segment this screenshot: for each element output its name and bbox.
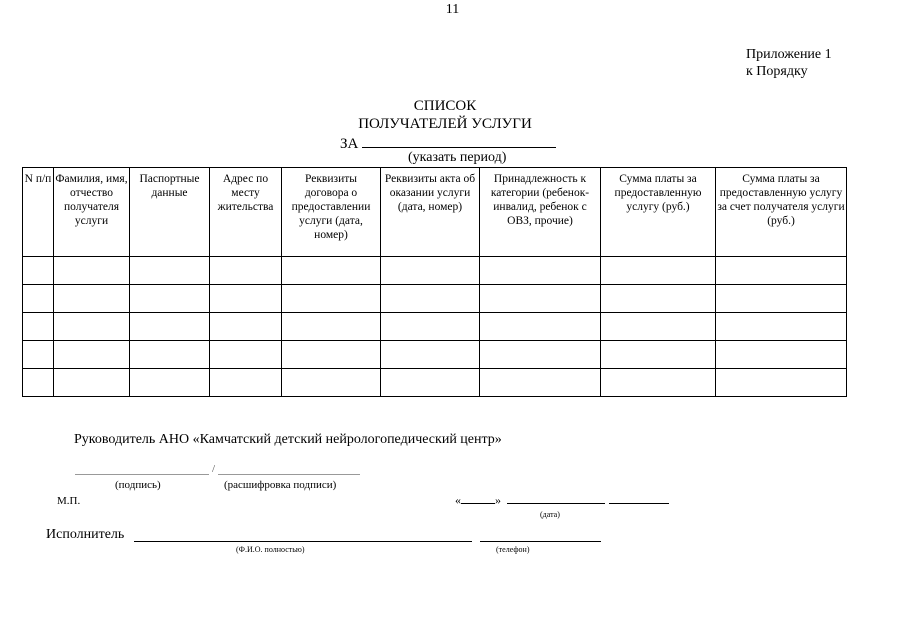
date-close-quote: » [495, 493, 501, 507]
executor-phone-line [480, 541, 601, 542]
table-cell [480, 257, 601, 285]
signature-caption: (подпись) [115, 479, 161, 491]
date-month-blank [507, 493, 605, 504]
date-open-quote: « [455, 493, 461, 507]
table-cell [381, 285, 480, 313]
table-cell [716, 369, 847, 397]
table-cell [716, 257, 847, 285]
table-cell [381, 313, 480, 341]
table-cell [282, 341, 381, 369]
appendix-line-1: Приложение 1 [746, 47, 832, 62]
table-cell [130, 341, 210, 369]
table-cell [480, 285, 601, 313]
page-number: 11 [445, 2, 460, 17]
column-header: Принадлежность к категории (ребенок-инвалид, ребенок с ОВЗ, прочие) [480, 168, 601, 257]
head-signatory-line: Руководитель АНО «Камчатский детский нейрологопедический центр» [74, 432, 502, 447]
table-cell [601, 341, 716, 369]
table-body [23, 257, 847, 397]
table-cell [210, 369, 282, 397]
column-header: N п/п [23, 168, 54, 257]
table-cell [210, 257, 282, 285]
table-cell [23, 313, 54, 341]
table-cell [480, 369, 601, 397]
table-cell [381, 341, 480, 369]
table-row [23, 369, 847, 397]
period-label: ЗА [340, 136, 359, 152]
recipients-table [22, 167, 847, 397]
table-cell [54, 257, 130, 285]
table-cell [601, 257, 716, 285]
table-cell [210, 341, 282, 369]
period-blank [362, 133, 556, 148]
table-cell [480, 341, 601, 369]
table-cell [601, 369, 716, 397]
table-cell [54, 369, 130, 397]
column-header: Реквизиты акта об оказании услуги (дата, номер) [381, 168, 480, 257]
signature-decode-line [218, 474, 360, 475]
column-header: Паспортные данные [130, 168, 210, 257]
table-row [23, 341, 847, 369]
document-title: СПИСОК [413, 98, 477, 114]
signature-line [75, 474, 209, 475]
signature-slash: / [212, 463, 216, 475]
executor-name-line [134, 541, 472, 542]
table-cell [716, 285, 847, 313]
table-row [23, 257, 847, 285]
appendix-line-2: к Порядку [746, 64, 808, 79]
table-cell [601, 285, 716, 313]
column-header: Реквизиты договора о предоставлении услуги (дата, номер) [282, 168, 381, 257]
table-cell [23, 257, 54, 285]
table-cell [23, 285, 54, 313]
document-subtitle: ПОЛУЧАТЕЛЕЙ УСЛУГИ [358, 116, 532, 132]
column-header: Сумма платы за предоставленную услугу за счет получателя услуги (руб.) [716, 168, 847, 257]
table-cell [716, 341, 847, 369]
table-cell [130, 313, 210, 341]
table-cell [601, 313, 716, 341]
table-row [23, 313, 847, 341]
table-cell [130, 257, 210, 285]
executor-name-caption: (Ф.И.О. полностью) [236, 545, 305, 554]
column-header: Адрес по месту жительства [210, 168, 282, 257]
table-cell [716, 313, 847, 341]
table-cell [130, 285, 210, 313]
table-cell [23, 341, 54, 369]
date-year-blank [609, 493, 669, 504]
appendix-reference [746, 46, 832, 80]
executor-label: Исполнитель [46, 527, 125, 542]
stamp-place: М.П. [57, 495, 81, 507]
table-cell [282, 369, 381, 397]
table-cell [210, 313, 282, 341]
table-cell [282, 257, 381, 285]
date-caption: (дата) [540, 510, 560, 519]
table-cell [210, 285, 282, 313]
column-header: Сумма платы за предоставленную услугу (руб.) [601, 168, 716, 257]
table-cell [54, 285, 130, 313]
table-cell [23, 369, 54, 397]
table-cell [381, 369, 480, 397]
table-row [23, 285, 847, 313]
table-cell [282, 313, 381, 341]
table-cell [130, 369, 210, 397]
date-day-blank [461, 493, 495, 504]
table-header-row [23, 168, 847, 257]
table-cell [480, 313, 601, 341]
signature-decode-caption: (расшифровка подписи) [224, 479, 337, 491]
column-header: Фамилия, имя, отчество получателя услуги [54, 168, 130, 257]
date-field [455, 493, 669, 508]
period-hint: (указать период) [408, 150, 507, 165]
table-cell [282, 285, 381, 313]
table-cell [381, 257, 480, 285]
table-cell [54, 341, 130, 369]
executor-phone-caption: (телефон) [496, 545, 530, 554]
table-cell [54, 313, 130, 341]
